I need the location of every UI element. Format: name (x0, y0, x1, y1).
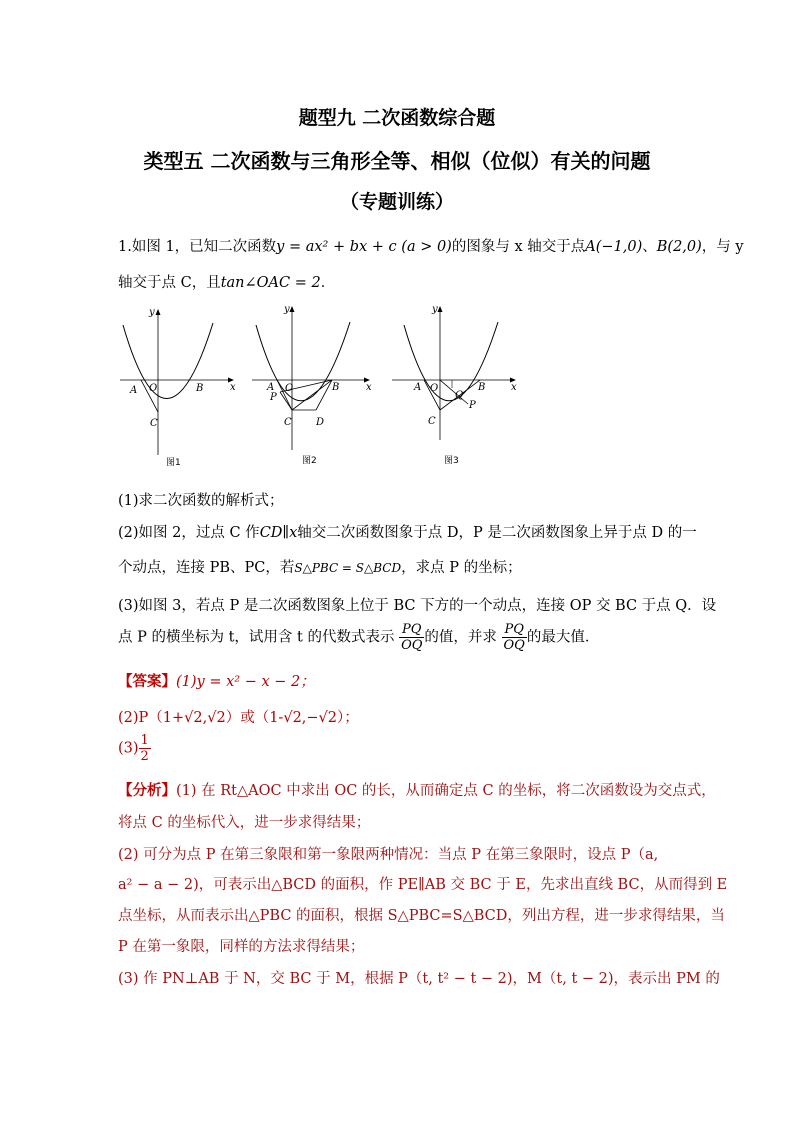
origin-label: O (149, 383, 158, 394)
y-axis-label: y (432, 304, 438, 315)
numerator: 1 (140, 733, 149, 748)
text: 轴交二次函数图象于点 D，P 是二次函数图象上异于点 D 的一 (297, 525, 697, 541)
figure-1 (118, 305, 243, 470)
text: 、 (642, 239, 657, 255)
point-p-label: P (270, 392, 277, 403)
problem-line-1 (118, 235, 744, 256)
analysis-line-3: (2) 可分为点 P 在第三象限和第一象限两种情况：当点 P 在第三象限时，设点 P（a, (118, 847, 659, 863)
answer-label: 【答案】 (118, 673, 176, 690)
question-2-line-1 (118, 521, 697, 542)
analysis-line-1 (118, 779, 716, 800)
subtitle: （专题训练） (339, 191, 454, 213)
tan-formula: tan∠OAC = 2 (220, 275, 321, 291)
y-axis-label: y (149, 307, 155, 318)
cd-formula: CD∥x (259, 525, 298, 541)
answer-1: (1)y = x² − x − 2； (176, 674, 315, 690)
origin-label: O (430, 383, 439, 394)
text: ． (320, 275, 336, 291)
point-p-label: P (469, 400, 476, 411)
text: (3) (118, 740, 139, 757)
analysis-line-6: P 在第一象限，同样的方法求得结果； (118, 939, 365, 955)
fraction-pq-oq-2 (502, 622, 527, 653)
denominator: OQ (401, 638, 423, 653)
question-3-line-2 (118, 622, 599, 653)
y-axis-label: y (284, 304, 290, 315)
denominator: 2 (140, 749, 149, 764)
question-2-line-2 (118, 556, 522, 577)
answer-line-1 (118, 670, 315, 691)
answer-3 (118, 733, 151, 764)
figure-2-caption: 图2 (302, 456, 317, 466)
point-b-label: B (196, 383, 204, 394)
text: ，与 y (701, 239, 744, 255)
point-a-label: A (130, 385, 138, 396)
point-d-label: D (316, 417, 325, 428)
point-q-label: Q (455, 390, 464, 401)
figure-3 (390, 300, 520, 470)
figure-3-caption: 图3 (444, 456, 459, 466)
text: 的值，并求 (424, 629, 497, 646)
x-axis-label: x (366, 382, 372, 393)
point-b: B(2,0) (656, 239, 702, 255)
point-c-label: C (284, 417, 292, 428)
origin-label: O (285, 383, 294, 394)
text: 轴交于点 C，且 (118, 275, 221, 291)
point-a-label: A (267, 382, 275, 393)
fraction-pq-oq (399, 622, 424, 653)
analysis-label: 【分析】 (118, 782, 176, 799)
point-a: A(−1,0) (585, 239, 643, 255)
analysis-line-2: 将点 C 的坐标代入，进一步求得结果； (118, 815, 371, 831)
analysis-line-5: 点坐标，从而表示出△PBC 的面积，根据 S△PBC=S△BCD，列出方程，进一步求得结果，当 (118, 908, 725, 924)
text: (2)如图 2，过点 C 作 (118, 525, 260, 541)
section-title: 题型九 二次函数综合题 (298, 107, 496, 129)
question-1: (1)求二次函数的解析式； (118, 493, 284, 509)
point-b-label: B (478, 382, 486, 393)
analysis-line-4: a² − a − 2)，可表示出△BCD 的面积，作 PE∥AB 交 BC 于 E，先求出直线 BC，从而得到 E (118, 877, 728, 893)
point-c-label: C (428, 416, 436, 427)
analysis-line-7: (3) 作 PN⊥AB 于 N，交 BC 于 M，根据 P（t, t² − t − 2)，M（t, t − 2)，表示出 PM 的 (118, 971, 720, 987)
point-a-label: A (414, 382, 422, 393)
problem-line-2 (118, 271, 335, 292)
denominator: OQ (503, 638, 525, 653)
figure-2 (250, 300, 380, 470)
numerator: PQ (502, 622, 527, 638)
x-axis-label: x (230, 382, 236, 393)
answer-fraction (139, 733, 151, 764)
point-b-label: B (332, 382, 340, 393)
text: (1) 在 Rt△AOC 中求出 OC 的长，从而确定点 C 的坐标，将二次函数设为交点式， (176, 783, 716, 799)
answer-2: (2)P（1+√2,√2）或（1-√2,−√2）； (118, 710, 359, 726)
formula: y = ax² + bx + c (a > 0) (276, 239, 452, 255)
text: 个动点，连接 PB、PC，若 (118, 560, 295, 576)
numerator: PQ (399, 622, 424, 638)
point-c-label: C (150, 418, 158, 429)
type-title: 类型五 二次函数与三角形全等、相似（位似）有关的问题 (143, 149, 651, 173)
text: 点 P 的横坐标为 t，试用含 t 的代数式表示 (118, 629, 395, 646)
figure-1-caption: 图1 (166, 458, 181, 468)
text: ，求点 P 的坐标； (401, 560, 522, 576)
text: 的最大值． (526, 629, 600, 646)
question-3-line-1: (3)如图 3，若点 P 是二次函数图象上位于 BC 下方的一个动点，连接 OP 交 BC 于点 Q．设 (118, 598, 717, 614)
text: 1.如图 1，已知二次函数 (118, 239, 277, 255)
area-formula: S△PBC = S△BCD (294, 561, 402, 575)
text: 的图象与 x 轴交于点 (451, 239, 586, 255)
x-axis-label: x (511, 382, 517, 393)
